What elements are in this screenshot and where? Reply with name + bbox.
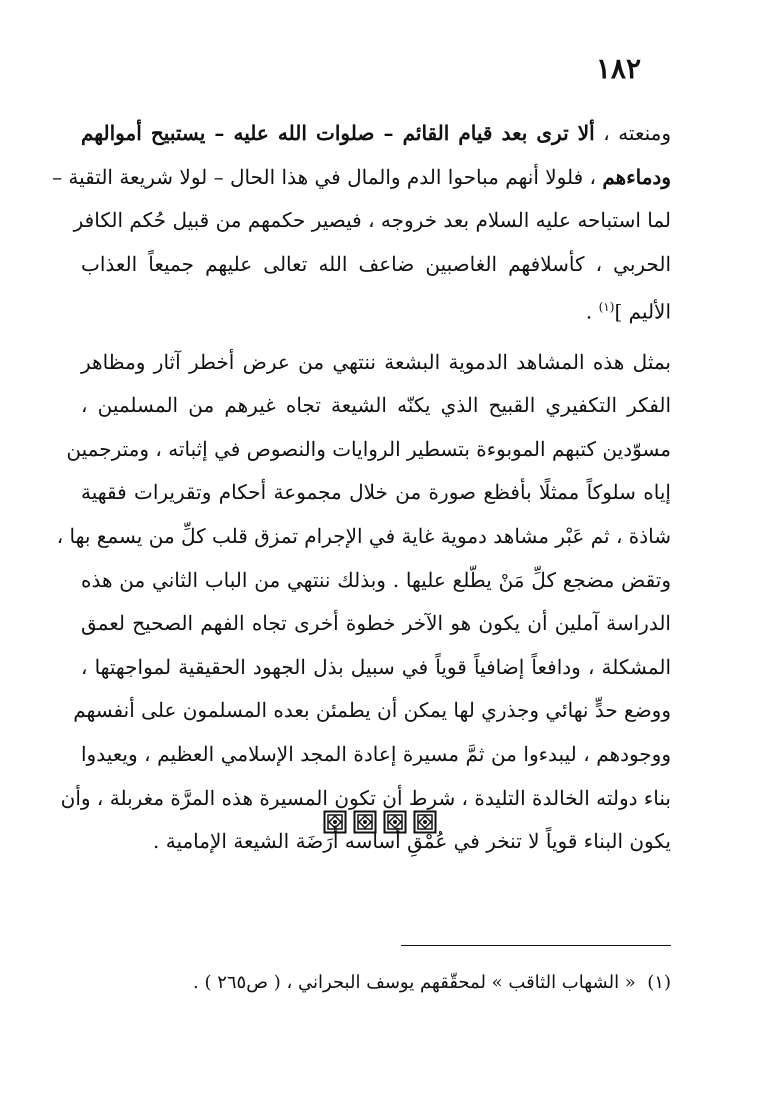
paragraph1-line-4: الحربي ، كأسلافهم الغاصبين ضاعف الله تعالى عليهم جميعاً العذاب: [81, 251, 671, 276]
ornament-icon: [323, 810, 347, 834]
paragraph1-line-2: [52, 156, 671, 200]
ornament-icon: [383, 810, 407, 834]
paragraph2-line: ووجودهم ، ليبدءوا من ثمَّ مسيرة إعادة المجد الإسلامي العظيم ، ويعيدوا: [81, 741, 671, 766]
paragraph2-line: المشكلة ، ودافعاً إضافياً قوياً في سبيل بذل الجهود الحقيقية لمواجهتها ،: [81, 654, 671, 679]
page-number: ١٨٢: [595, 52, 641, 85]
paragraph2-line: إياه سلوكاً ممثلًا بأفظع صورة من خلال مجموعة أحكام وتقريرات فقهية: [81, 480, 671, 505]
paragraph1-line-3: لما استباحه عليه السلام بعد خروجه ، فيصير حكمهم من قبيل حُكم الكافر: [73, 208, 671, 233]
ornament-icon: [413, 810, 437, 834]
paragraph2-line: يكون البناء قوياً لا تنخر في عُمْقِ أساسه أَرَضَة الشيعة الإمامية .: [153, 829, 671, 854]
body-text: [52, 112, 672, 864]
paragraph1-line-5: [81, 286, 671, 334]
text-bold-quote: ألا ترى بعد قيام القائم – صلوات الله عليه – يستبيح أموالهم: [81, 121, 595, 145]
ornament-icon: [353, 810, 377, 834]
paragraph2-line: الدراسة آملين أن يكون هو الآخر خطوة أخرى تجاه الفهم الصحيح لعمق: [81, 611, 671, 636]
section-divider-ornaments: [0, 810, 759, 840]
footnote-separator: [401, 945, 671, 946]
footnote-reference[interactable]: (١): [598, 300, 615, 315]
footnote: [71, 972, 671, 993]
text-plain: ومنعته ،: [594, 121, 672, 145]
text-plain: ، فلولا أنهم مباحوا الدم والمال في هذا الحال – لولا شريعة التقية –: [52, 164, 603, 189]
footnote-marker: (١): [647, 972, 671, 993]
paragraph1-line-1: [81, 112, 671, 156]
footnote-text: « الشهاب الثاقب » لمحقّقهم يوسف البحراني ، ( ص٢٦٥ ) .: [193, 972, 636, 993]
paragraph2-line: بناء دولته الخالدة التليدة ، شرط أن تكون المسيرة هذه المرَّة مغربلة ، وأن: [60, 785, 671, 810]
text-bold-quote-end: ودماءهم: [602, 164, 671, 189]
paragraph2-line: ووضع حدٍّ نهائي وجذري لها يمكن أن يطمئن بعده المسلمون على أنفسهم: [73, 698, 671, 723]
text-plain: .: [585, 300, 599, 325]
paragraph2-line: بمثل هذه المشاهد الدموية البشعة ننتهي من عرض أخطر آثار ومظاهر: [81, 349, 671, 374]
paragraph2-line: شاذة ، ثم عَبْر مشاهد دموية غاية في الإجرام تمزق قلب كلِّ من يسمع بها ،: [56, 524, 671, 548]
paragraph2-line: مسوّدين كتبهم الموبوءة بتسطير الروايات والنصوص في إثباته ، ومترجمين: [66, 436, 671, 461]
paragraph2-line: الفكر التكفيري القبيح الذي يكنّه الشيعة تجاه غيرهم من المسلمين ،: [81, 393, 671, 418]
text-plain: الأليم ]: [614, 300, 671, 325]
paragraph2-line: وتقض مضجع كلِّ مَنْ يطّلع عليها . وبذلك ننتهي من الباب الثاني من هذه: [81, 567, 671, 592]
